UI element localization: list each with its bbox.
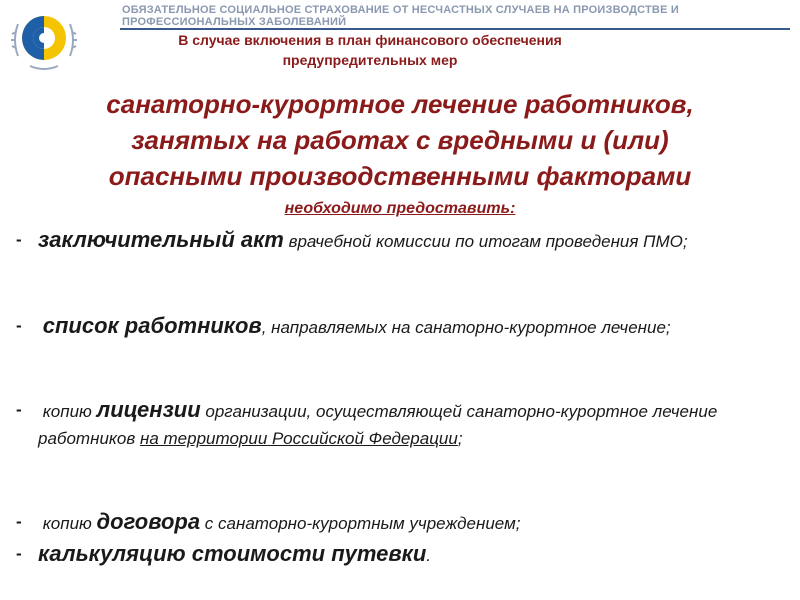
list-item-text: организации, осуществляющей санаторно-курортное лечение работников	[38, 402, 718, 448]
list-bullet: -	[16, 400, 22, 419]
list-item	[38, 540, 738, 569]
list-item-text: , направляемых на санаторно-курортное лечение;	[261, 318, 671, 337]
list-item-underlined: на территории Российской Федерации	[139, 429, 458, 448]
list-item-emphasis: лицензии	[96, 397, 201, 422]
list-bullet: -	[16, 230, 22, 249]
header-subtitle-line-1: В случае включения в план финансового обеспечения	[178, 32, 562, 48]
list-item-emphasis: заключительный акт	[38, 227, 284, 252]
list-bullet: -	[16, 316, 22, 335]
header-subtitle-line-2: предупредительных мер	[282, 52, 458, 68]
slide-title-line-3: опасными производственными факторами	[108, 161, 692, 191]
list-item-emphasis: договора	[96, 509, 201, 534]
slide-title	[30, 86, 770, 194]
organization-name: ОБЯЗАТЕЛЬНОЕ СОЦИАЛЬНОЕ СТРАХОВАНИЕ ОТ НЕСЧАСТНЫХ СЛУЧАЕВ НА ПРОИЗВОДСТВЕ И ПРОФЕССИОНАЛЬНЫХ ЗАБОЛЕВАНИЙ	[122, 4, 679, 28]
list-item-suffix: ;	[457, 429, 463, 448]
list-item-prefix: копию	[42, 514, 97, 533]
list-item-emphasis: список работников	[42, 313, 262, 338]
list-item-text: врачебной комиссии по итогам проведения ПМО;	[283, 232, 688, 251]
list-item-emphasis: калькуляцию стоимости путевки	[38, 541, 427, 566]
slide-title-line-1: санаторно-курортное лечение работников,	[106, 89, 694, 119]
list-item-prefix: копию	[42, 402, 97, 421]
list-bullet: -	[16, 512, 22, 531]
list-item-text: с санаторно-курортным учреждением;	[200, 514, 521, 533]
slide-title-line-2: занятых на работах с вредными и (или)	[131, 125, 669, 155]
list-item	[38, 226, 738, 255]
list-bullet: -	[16, 544, 22, 563]
list-item-text: .	[426, 546, 431, 565]
list-item	[38, 312, 738, 341]
fss-emblem-icon	[8, 4, 80, 76]
header-subtitle	[120, 30, 620, 70]
list-item	[38, 508, 738, 537]
list-item	[38, 396, 738, 452]
required-docs-label: необходимо предоставить:	[284, 200, 516, 217]
